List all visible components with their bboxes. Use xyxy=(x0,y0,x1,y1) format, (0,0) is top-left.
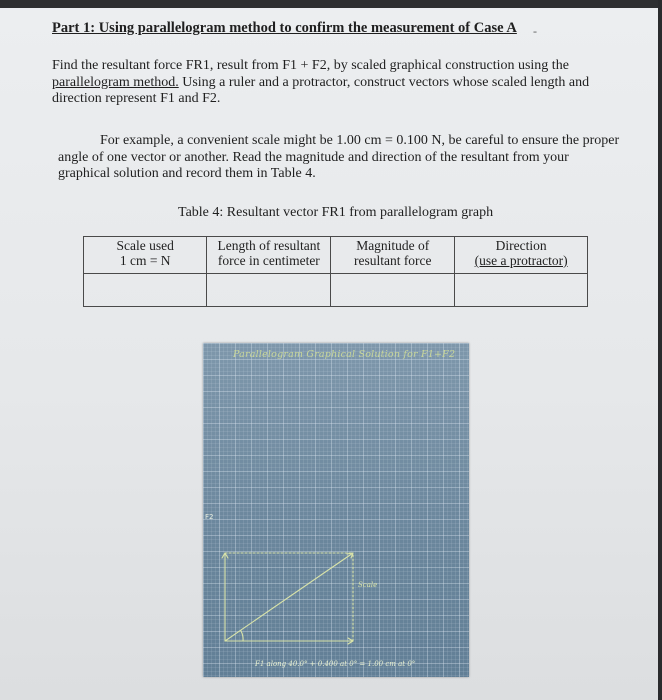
part-heading: Part 1: Using parallelogram method to confirm the measurement of Case A xyxy=(52,20,517,36)
p1-fr1: FR1 xyxy=(185,58,210,73)
p1-text-c: , by scaled graphical construction using the xyxy=(326,58,569,73)
header-direction-line2: (use a protractor) xyxy=(474,253,568,268)
table-row xyxy=(84,274,588,307)
p1-f1: F1 xyxy=(282,58,297,73)
header-scale-line2: 1 cm = N xyxy=(119,253,171,268)
cell-scale[interactable] xyxy=(84,274,207,307)
header-direction xyxy=(455,237,588,274)
graph-bottom-note: F1 along 40.0° + 0.400 at 0° = 1.00 cm at 0° xyxy=(255,660,416,668)
header-length-line1: Length of resultant xyxy=(217,238,321,253)
p1-f2: F2 xyxy=(311,58,327,73)
p1-method-underlined: parallelogram method. xyxy=(52,74,179,90)
graph-axis-label: F2 xyxy=(205,513,214,521)
table-caption: Table 4: Resultant vector FR1 from parallelogram graph xyxy=(178,205,494,220)
graph-scale-label: Scale xyxy=(358,581,378,589)
p1-text-d: Using a ruler and a protractor, construct vectors whose scaled length and direction represent F1 and F2. xyxy=(52,74,590,106)
header-magnitude xyxy=(331,237,455,274)
header-magnitude-line1: Magnitude of xyxy=(356,238,430,253)
header-magnitude-line2: resultant force xyxy=(353,253,432,268)
instruction-paragraph-2: For example, a convenient scale might be 1.00 cm = 0.100 N, be careful to ensure the proper angle of one vector or another. Read the magnitude and direction of the resultant from your graphical solution and record them in Table 4. xyxy=(58,133,620,181)
dark-top-edge xyxy=(0,0,662,8)
graph-title: Parallelogram Graphical Solution for F1+F2 xyxy=(233,349,456,360)
results-table xyxy=(83,236,588,307)
dark-right-edge xyxy=(658,0,662,700)
header-length xyxy=(207,237,331,274)
cell-direction[interactable] xyxy=(455,274,588,307)
p1-plus: + xyxy=(297,58,312,73)
header-length-line2: force in centimeter xyxy=(217,253,320,268)
header-direction-line1: Direction xyxy=(495,238,547,253)
p1-text-a: Find the resultant force xyxy=(52,58,186,73)
angle-arc xyxy=(241,631,243,641)
pencil-mark-icon: - xyxy=(533,24,537,38)
vector-sketch xyxy=(203,343,469,677)
cell-length[interactable] xyxy=(207,274,331,307)
instruction-paragraph-1 xyxy=(52,58,627,108)
resultant-vector-line xyxy=(225,553,353,641)
table-header-row xyxy=(84,237,588,274)
graph-paper-image xyxy=(203,343,469,677)
p1-text-b: , result from xyxy=(209,58,283,73)
header-scale-used xyxy=(84,237,207,274)
header-scale-line1: Scale used xyxy=(116,238,174,253)
cell-magnitude[interactable] xyxy=(331,274,455,307)
